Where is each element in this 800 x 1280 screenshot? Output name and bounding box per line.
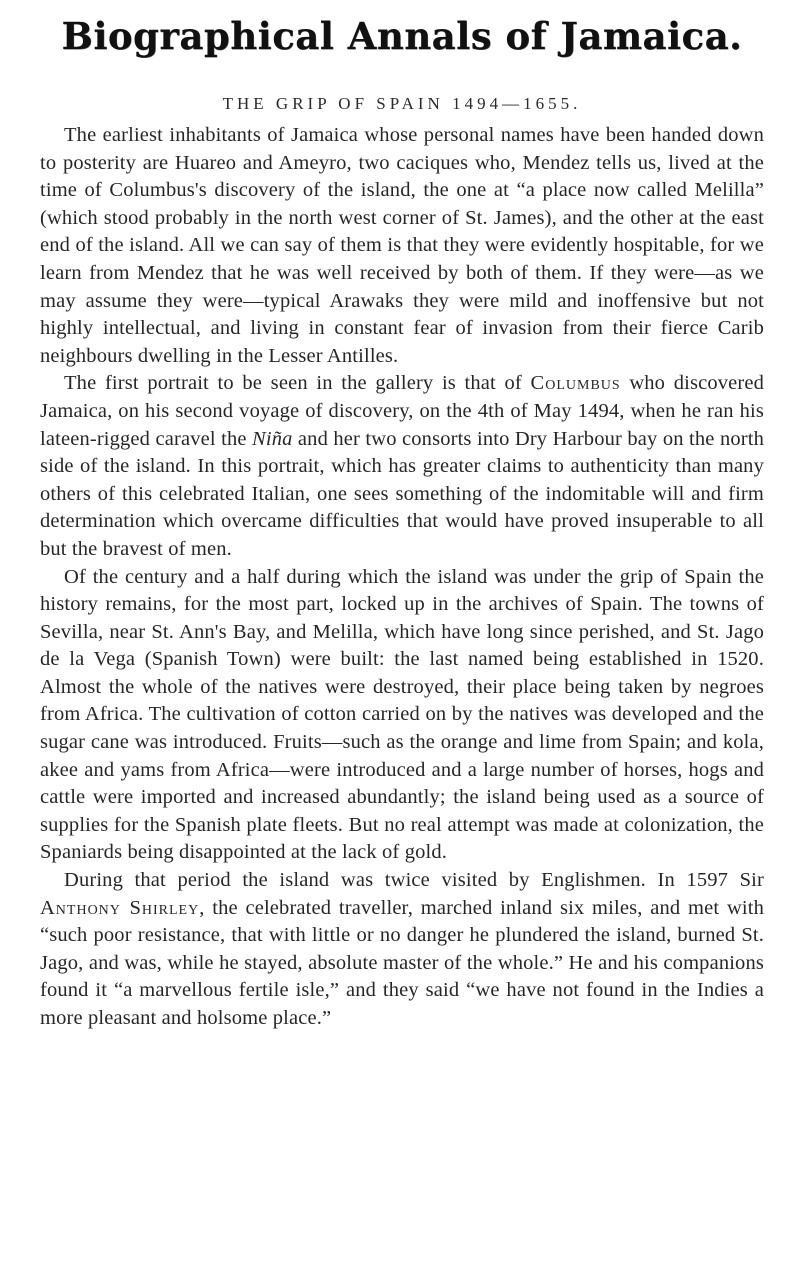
paragraph <box>40 867 764 1033</box>
person-name: Anthony Shirley <box>40 896 200 919</box>
body-text <box>40 122 764 1033</box>
text-run: The first portrait to be seen in the gallery is that of <box>64 372 531 395</box>
text-run: and her two consorts into Dry Harbour bay on the north side of the island. In this portrait, which has greater claims to authenticity than many others of this celebrated Italian, one sees something of the indomitable will and firm determination which overcame difficulties that would have proved insuperable to all but the bravest of men. <box>40 427 764 560</box>
text-run: Of the century and a half during which the island was under the grip of Spain the history remains, for the most part, locked up in the archives of Spain. The towns of Sevilla, near St. Ann's Bay, and Melilla, which have long since perished, and St. Jago de la Vega (Spanish Town) were built: the last named being established in 1520. Almost the whole of the natives were destroyed, their place being taken by negroes from Africa. The cultivation of cotton carried on by the natives was developed and the sugar cane was introduced. Fruits—such as the orange and lime from Spain; and kola, akee and yams from Africa—were introduced and a large number of horses, hogs and cattle were imported and increased abundantly; the island being used as a source of supplies for the Spanish plate fleets. But no real attempt was made at colonization, the Spaniards being disappointed at the lack of gold. <box>40 565 764 864</box>
text-run: The earliest inhabitants of Jamaica whose personal names have been handed down to posterity are Huareo and Ameyro, two caciques who, Mendez tells us, lived at the time of Columbus's discovery of the island, the one at “a place now called Melilla” (which stood probably in the north west corner of St. James), and the other at the east end of the island. All we can say of them is that they were evidently hospitable, for we learn from Mendez that he was well received by both of them. If they were—as we may assume they were—typical Arawaks they were mild and inoffensive but not highly intellectual, and living in constant fear of invasion from their fierce Carib neighbours dwelling in the Lesser Antilles. <box>40 124 764 367</box>
text-run: , the celebrated traveller, marched inland six miles, and met with “such poor resistance, that with little or no danger he plundered the island, burned St. Jago, and was, while he stayed, absolute master of the whole.” He and his companions found it “a marvellous fertile isle,” and they said “we have not found in the Indies a more pleasant and holsome place.” <box>40 896 764 1029</box>
text-run: who discovered Jamaica, on his second voyage of discovery, on the 4th of May 1494, when he ran his lateen-rigged caravel the <box>40 372 765 450</box>
paragraph <box>40 122 764 370</box>
person-name: Columbus <box>530 372 621 395</box>
section-heading: THE GRIP OF SPAIN 1494—1655. <box>222 94 582 113</box>
paragraph <box>40 370 764 563</box>
running-title: Biographical Annals of Jamaica. <box>61 14 743 58</box>
text-run: During that period the island was twice visited by Englishmen. In 1597 Sir <box>64 869 764 892</box>
paragraph <box>40 564 764 868</box>
ship-name: Niña <box>252 427 293 450</box>
